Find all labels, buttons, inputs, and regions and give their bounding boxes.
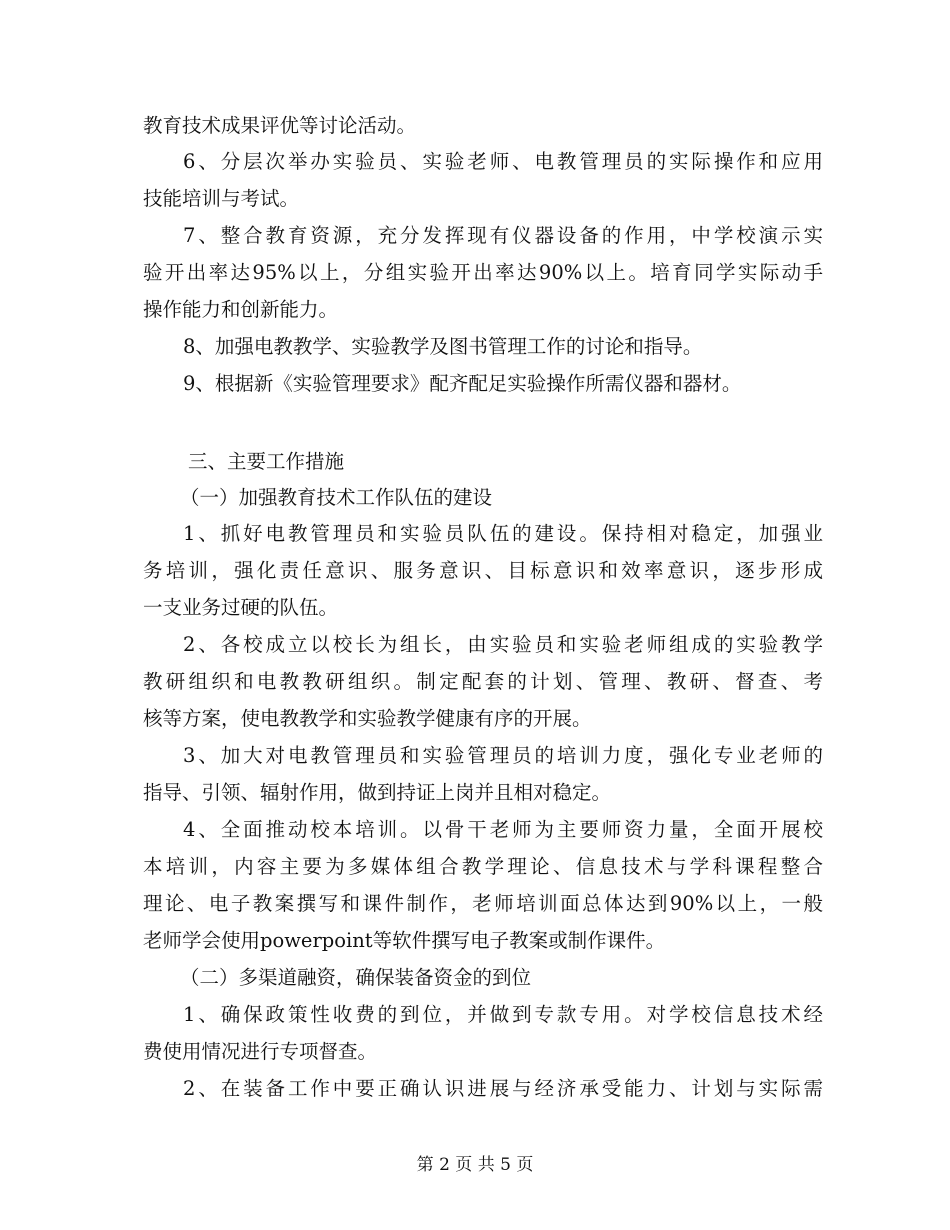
paragraph-line: 3、加大对电教管理员和实验管理员的培训力度，强化专业老师的 (183, 744, 823, 767)
paragraph-line: 2、各校成立以校长为组长，由实验员和实验老师组成的实验教学 (183, 633, 823, 656)
paragraph-line: 6、分层次举办实验员、实验老师、电教管理员的实际操作和应用 (183, 150, 823, 173)
paragraph-line: 理论、电子教案撰写和课件制作，老师培训面总体达到90%以上，一般 (143, 892, 823, 915)
paragraph-line: 2、在装备工作中要正确认识进展与经济承受能力、计划与实际需 (183, 1077, 823, 1100)
paragraph-line: 1、确保政策性收费的到位，并做到专款专用。对学校信息技术经 (183, 1003, 823, 1026)
paragraph-line: 技能培训与考试。 (143, 187, 300, 210)
paragraph-line: 8、加强电教教学、实验教学及图书管理工作的讨论和指导。 (183, 335, 703, 358)
paragraph-line: 核等方案，使电教教学和实验教学健康有序的开展。 (143, 707, 592, 730)
paragraph-line: 老师学会使用powerpoint等软件撰写电子教案或制作课件。 (143, 929, 666, 952)
paragraph-line: 指导、引领、辐射作用，做到持证上岗并且相对稳定。 (143, 781, 612, 804)
paragraph-line: 4、全面推动校本培训。以骨干老师为主要师资力量，全面开展校 (183, 818, 823, 841)
section-heading: 三、主要工作措施 (188, 450, 345, 473)
paragraph-line: 操作能力和创新能力。 (143, 298, 339, 321)
paragraph-line: 一支业务过硬的队伍。 (143, 596, 339, 619)
paragraph-line: 费使用情况进行专项督查。 (143, 1040, 378, 1063)
paragraph-line: 本培训，内容主要为多媒体组合教学理论、信息技术与学科课程整合 (143, 855, 823, 878)
subsection-heading: （一）加强教育技术工作队伍的建设 (180, 486, 493, 509)
paragraph-line: 验开出率达95%以上，分组实验开出率达90%以上。培育同学实际动手 (143, 261, 823, 284)
paragraph-line: 务培训，强化责任意识、服务意识、目标意识和效率意识，逐步形成 (143, 559, 823, 582)
paragraph-line: 教研组织和电教教研组织。制定配套的计划、管理、教研、督查、考 (143, 670, 823, 693)
subsection-heading: （二）多渠道融资，确保装备资金的到位 (180, 966, 532, 989)
paragraph-line: 7、整合教育资源，充分发挥现有仪器设备的作用，中学校演示实 (183, 224, 823, 247)
paragraph-line: 1、抓好电教管理员和实验员队伍的建设。保持相对稳定，加强业 (183, 522, 823, 545)
paragraph-line: 教育技术成果评优等讨论活动。 (143, 114, 417, 137)
paragraph-line: 9、根据新《实验管理要求》配齐配足实验操作所需仪器和器材。 (183, 372, 742, 395)
page-number-footer: 第 2 页 共 5 页 (416, 1155, 534, 1175)
